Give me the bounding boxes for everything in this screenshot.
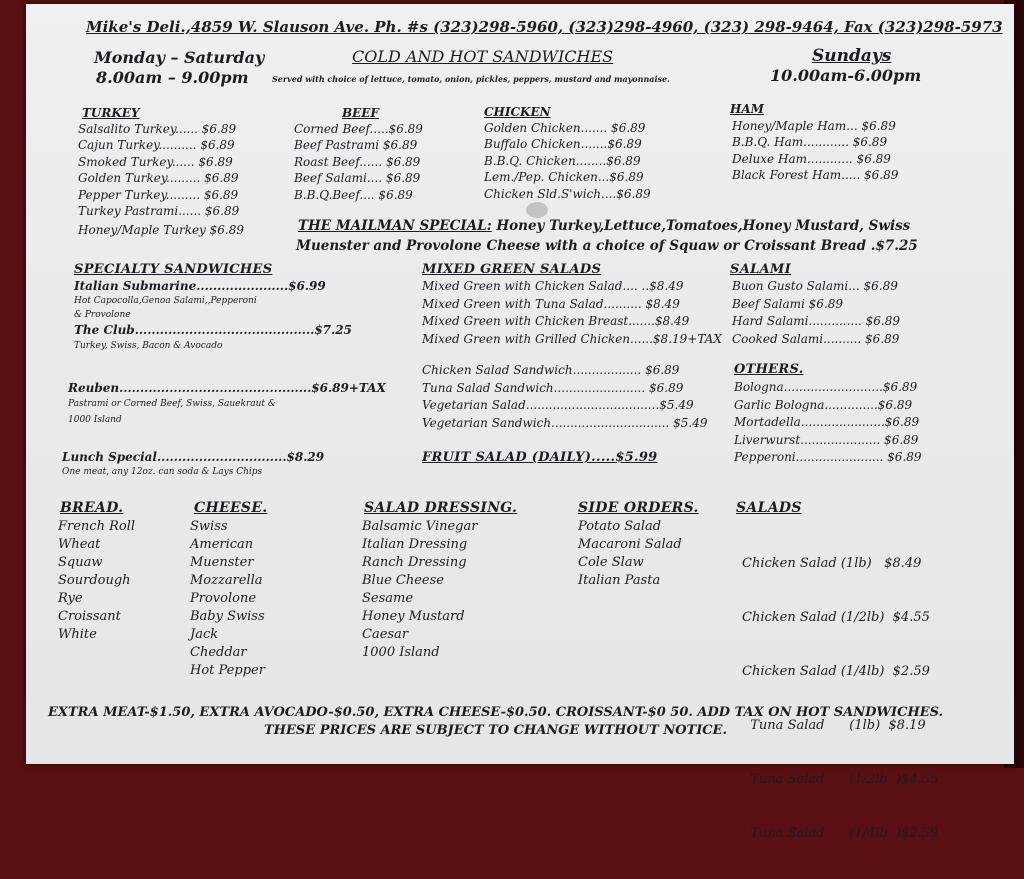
- turkey-list: [78, 121, 244, 239]
- sunday-label: Sundays: [812, 46, 892, 66]
- list-item: Provolone: [190, 591, 257, 606]
- list-item: Buon Gusto Salami... $6.89: [732, 279, 898, 293]
- specialty-list-3: [62, 449, 324, 479]
- specialty-item-desc: 1000 Island: [68, 415, 122, 426]
- list-item: Hard Salami.............. $6.89: [732, 314, 901, 328]
- list-item: Wheat: [58, 537, 101, 552]
- weekday-hours: 8.00am – 9.00pm: [96, 68, 249, 87]
- mailman-special-line2: Muenster and Provolone Cheese with a choice of Squaw or Croissant Bread .$7.25: [296, 238, 918, 254]
- list-item: Golden Turkey......... $6.89: [78, 171, 239, 186]
- turkey-heading: TURKEY: [82, 106, 140, 120]
- list-item: Mixed Green with Chicken Salad.... ..$8.49: [422, 279, 684, 293]
- list-item: Chicken Salad (1/2lb) $4.55: [742, 610, 930, 625]
- list-item: Blue Cheese: [362, 573, 444, 588]
- fruit-salad: FRUIT SALAD (DAILY).....$5.99: [422, 450, 658, 465]
- list-item: Cajun Turkey.......... $6.89: [78, 138, 235, 153]
- list-item: Potato Salad: [578, 519, 662, 534]
- mixed-green-list: [422, 278, 722, 348]
- list-item: Ranch Dressing: [362, 555, 467, 570]
- list-item: Rye: [58, 591, 83, 606]
- specialty-item-desc: Hot Capocolla,Genoa Salami,,Pepperoni: [74, 296, 257, 307]
- list-item: Turkey Pastrami...... $6.89: [78, 204, 240, 219]
- list-item: Chicken Salad (1/4lb) $2.59: [742, 664, 930, 679]
- specialty-list-2: [68, 380, 386, 428]
- list-item: Sesame: [362, 591, 414, 606]
- list-item: Black Forest Ham..... $6.89: [732, 168, 899, 183]
- list-item: Cooked Salami.......... $6.89: [732, 331, 900, 346]
- list-item: Tuna Salad (1/4lb )$2.59: [742, 826, 939, 841]
- specialty-item-desc: & Provolone: [74, 310, 131, 321]
- list-item: B.B.Q. Chicken........$6.89: [484, 153, 641, 168]
- sides-heading: SIDE ORDERS.: [578, 500, 699, 516]
- mailman-special-ingredients: Honey Turkey,Lettuce,Tomatoes,Honey Mustard, Swiss: [491, 218, 911, 234]
- list-item: Buffalo Chicken.......$6.89: [484, 137, 642, 152]
- list-item: Deluxe Ham............ $6.89: [732, 151, 891, 166]
- list-item: Chicken Salad Sandwich.................. $6.89: [422, 363, 680, 377]
- ham-list: [732, 118, 898, 184]
- list-item: B.B.Q.Beef.... $6.89: [294, 187, 413, 202]
- beef-list: [294, 121, 423, 203]
- weekday-label: Monday – Saturday: [94, 48, 265, 67]
- list-item: Honey/Maple Turkey $6.89: [78, 223, 245, 238]
- list-item: American: [190, 537, 254, 552]
- bread-heading: BREAD.: [60, 500, 124, 516]
- specialty-item-name: Italian Submarine......................$6.99: [74, 279, 326, 293]
- salads-heading: SALADS: [736, 500, 802, 516]
- list-item: Swiss: [190, 519, 228, 534]
- footer-notice: THESE PRICES ARE SUBJECT TO CHANGE WITHOUT NOTICE.: [264, 723, 728, 738]
- specialty-item-name: Reuben..............................................$6.89+TAX: [68, 381, 386, 395]
- mailman-special-line1: [298, 218, 910, 234]
- list-item: Honey Mustard: [362, 609, 465, 624]
- list-item: Vegetarian Sandwich............................... $5.49: [422, 415, 708, 430]
- list-item: White: [58, 627, 97, 642]
- list-item: Italian Pasta: [578, 573, 661, 588]
- paper-smudge: [526, 202, 548, 218]
- main-title: COLD AND HOT SANDWICHES: [352, 47, 614, 66]
- list-item: Beef Salami $6.89: [732, 296, 844, 311]
- bread-list: [58, 518, 135, 644]
- cheese-list: [190, 518, 265, 680]
- list-item: Tuna Salad (1/2lb )$4.55: [742, 772, 939, 787]
- list-item: Corned Beef.....$6.89: [294, 122, 423, 136]
- footer-extras: EXTRA MEAT-$1.50, EXTRA AVOCADO-$0.50, EXTRA CHEESE-$0.50. CROISSANT-$0 50. ADD TAX ON HOT SANDWICHES.: [48, 705, 944, 720]
- mailman-special-label: THE MAILMAN SPECIAL:: [298, 218, 492, 234]
- specialty-item-desc: One meat, any 12oz. can soda & Lays Chips: [62, 467, 263, 478]
- list-item: Caesar: [362, 627, 409, 642]
- list-item: Pepper Turkey......... $6.89: [78, 187, 239, 202]
- others-list: [734, 379, 922, 467]
- list-item: Sourdough: [58, 573, 131, 588]
- list-item: Balsamic Vinegar: [362, 519, 478, 534]
- list-item: Golden Chicken....... $6.89: [484, 121, 646, 135]
- list-item: Roast Beef...... $6.89: [294, 154, 421, 169]
- list-item: Chicken Salad (1lb) $8.49: [742, 556, 922, 571]
- specialty-item-name: Lunch Special...............................$8.29: [62, 450, 325, 464]
- specialty-item-desc: Pastrami or Corned Beef, Swiss, Sauekraut &: [68, 399, 276, 410]
- list-item: Squaw: [58, 555, 103, 570]
- list-item: Beef Pastrami $6.89: [294, 138, 418, 153]
- list-item: Muenster: [190, 555, 254, 570]
- sides-list: [578, 518, 682, 590]
- sandwich-list: [422, 362, 707, 432]
- list-item: Mortadella......................$6.89: [734, 415, 920, 429]
- list-item: 1000 Island: [362, 645, 440, 660]
- salami-list: [732, 278, 900, 348]
- list-item: Pepperoni....................... $6.89: [734, 450, 922, 464]
- list-item: Chicken Sld.S'wich....$6.89: [484, 186, 651, 201]
- beef-heading: BEEF: [342, 106, 379, 120]
- specialty-list: [74, 278, 352, 353]
- list-item: Smoked Turkey...... $6.89: [78, 154, 233, 169]
- list-item: Bologna..........................$6.89: [734, 380, 918, 394]
- list-item: B.B.Q. Ham............ $6.89: [732, 135, 888, 150]
- list-item: Cheddar: [190, 645, 247, 660]
- list-item: Mixed Green with Grilled Chicken......$8.19+TAX: [422, 331, 722, 346]
- list-item: Beef Salami.... $6.89: [294, 171, 421, 186]
- list-item: Salsalito Turkey...... $6.89: [78, 122, 237, 136]
- menu-sheet: [26, 4, 1014, 841]
- main-subtitle: Served with choice of lettuce, tomato, onion, pickles, peppers, mustard and mayonnaise.: [272, 74, 670, 84]
- salads-list: [742, 519, 938, 879]
- list-item: Hot Pepper: [190, 663, 265, 678]
- specialty-item-desc: Turkey, Swiss, Bacon & Avocado: [74, 340, 223, 351]
- list-item: Jack: [190, 627, 219, 642]
- list-item: Macaroni Salad: [578, 537, 682, 552]
- chicken-heading: CHICKEN: [484, 105, 551, 119]
- deli-address-phone: Mike's Deli.,4859 W. Slauson Ave. Ph. #s (323)298-5960, (323)298-4960, (323) 298-9464, Fax (323)298-5973: [86, 18, 1003, 36]
- list-item: Cole Slaw: [578, 555, 644, 570]
- specialty-item-name: The Club...........................................$7.25: [74, 323, 352, 338]
- list-item: Croissant: [58, 609, 121, 624]
- list-item: Liverwurst..................... $6.89: [734, 432, 919, 447]
- list-item: Garlic Bologna..............$6.89: [734, 397, 913, 412]
- others-heading: OTHERS.: [734, 362, 804, 377]
- list-item: Italian Dressing: [362, 537, 468, 552]
- ham-heading: HAM: [730, 102, 764, 116]
- cheese-heading: CHEESE.: [194, 500, 268, 516]
- dressing-list: [362, 518, 477, 662]
- list-item: Tuna Salad (1lb) $8.19: [742, 718, 926, 733]
- list-item: Lem./Pep. Chicken...$6.89: [484, 170, 644, 185]
- list-item: Baby Swiss: [190, 609, 265, 624]
- salami-heading: SALAMI: [730, 262, 791, 277]
- dressing-heading: SALAD DRESSING.: [364, 500, 518, 516]
- list-item: Honey/Maple Ham... $6.89: [732, 119, 896, 133]
- chicken-list: [484, 120, 651, 202]
- list-item: Mixed Green with Chicken Breast.......$8.49: [422, 314, 690, 328]
- list-item: Mixed Green with Tuna Salad.......... $8.49: [422, 296, 680, 311]
- sunday-hours: 10.00am-6.00pm: [770, 66, 922, 85]
- list-item: Tuna Salad Sandwich........................ $6.89: [422, 380, 684, 395]
- list-item: Mozzarella: [190, 573, 263, 588]
- list-item: Vegetarian Salad...................................$5.49: [422, 398, 694, 412]
- mixed-green-heading: MIXED GREEN SALADS: [422, 262, 602, 277]
- list-item: French Roll: [58, 519, 136, 534]
- specialty-heading: SPECIALTY SANDWICHES: [74, 262, 273, 277]
